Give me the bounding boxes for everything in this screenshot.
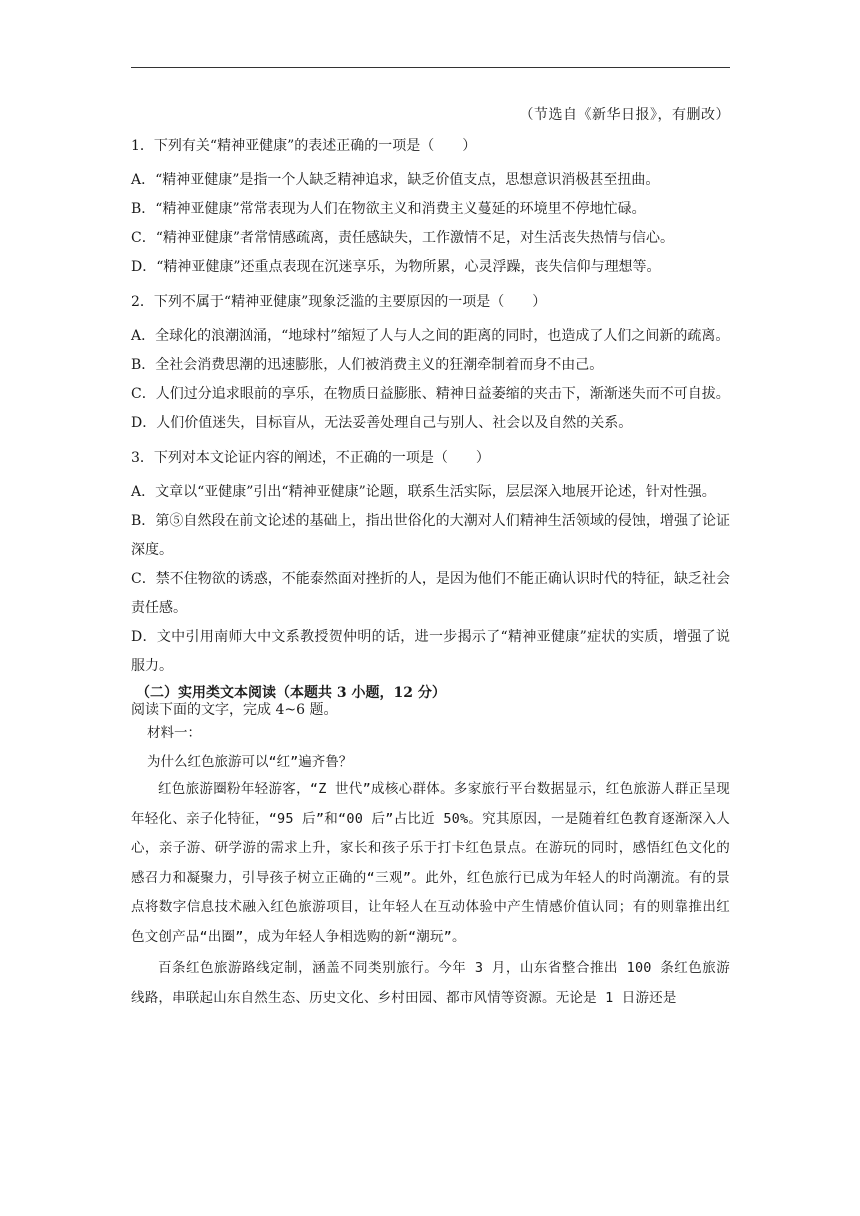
option-b: B．第⑤自然段在前文论述的基础上，指出世俗化的大潮对人们精神生活领域的侵蚀，增强了论证深度。 [131,513,730,558]
option-d: D．文中引用南师大中文系教授贺仲明的话，进一步揭示了“精神亚健康”症状的实质，增强了说服力。 [131,629,730,674]
option-d: D．人们价值迷失，目标盲从，无法妥善处理自己与别人、社会以及自然的关系。 [131,415,633,431]
option-a: A．文章以“亚健康”引出“精神亚健康”论题，联系生活实际，层层深入地展开论述，针对性强。 [131,484,716,500]
option-b: B．全社会消费思潮的迅速膨胀，人们被消费主义的狂潮牵制着而身不由己。 [131,357,604,373]
header-rule [131,67,730,68]
question-1 [131,136,730,282]
option-c: C．“精神亚健康”者常情感疏离，责任感缺失，工作激情不足，对生活丧失热情与信心。 [131,230,675,246]
question-3 [131,448,730,681]
option-c: C．人们过分追求眼前的享乐，在物质日益膨胀、精神日益萎缩的夹击下，渐渐迷失而不可自拔。 [131,386,730,402]
source-note: （节选自《新华日报》，有删改） [519,107,730,123]
option-a: A．“精神亚健康”是指一个人缺乏精神追求，缺乏价值支点，思想意识消极甚至扭曲。 [131,172,660,188]
article-paragraph: 红色旅游圈粉年轻游客，“Z 世代”成核心群体。多家旅行平台数据显示，红色旅游人群正呈现年轻化、亲子化特征，“95 后”和“00 后”占比近 50%。究其原因，一是随着红色教育逐渐深入人心，亲子游、研学游的需求上升，家长和孩子乐于打卡红色景点。在游玩的同时，感悟红色文化的感召力和凝聚力，引导孩子树立正确的“三观”。此外，红色旅行已成为年轻人的时尚潮流。有的景点将数字信息技术融入红色旅游项目，让年轻人在互动体验中产生情感价值认同；有的则靠推出红色文创产品“出圈”，成为年轻人争相选购的新“潮玩”。 [131,781,730,945]
article-paragraph: 百条红色旅游路线定制，涵盖不同类别旅行。今年 3 月，山东省整合推出 100 条红色旅游线路，串联起山东自然生态、历史文化、乡村田园、都市风情等资源。无论是 1 日游还是 [131,960,730,1006]
option-a: A．全球化的浪潮汹涌，“地球村”缩短了人与人之间的距离的同时，也造成了人们之间新的疏离。 [131,328,730,344]
material-label: 材料一： [147,725,201,741]
question-stem: 2．下列不属于“精神亚健康”现象泛滥的主要原因的一项是（ ） [131,294,547,310]
section-intro: 阅读下面的文字，完成 4~6 题。 [131,702,338,718]
page-content [131,136,730,1013]
section-title: （二）实用类文本阅读（本题共 3 小题，12 分） [136,685,446,701]
option-d: D．“精神亚健康”还重点表现在沉迷享乐，为物所累，心灵浮躁，丧失信仰与理想等。 [131,259,661,275]
option-b: B．“精神亚健康”常常表现为人们在物欲主义和消费主义蔓延的环境里不停地忙碌。 [131,201,646,217]
option-c: C．禁不住物欲的诱惑，不能泰然面对挫折的人，是因为他们不能正确认识时代的特征，缺乏社会责任感。 [131,571,730,616]
question-2 [131,292,730,438]
question-stem: 3．下列对本文论证内容的阐述，不正确的一项是（ ） [131,450,490,466]
article-title: 为什么红色旅游可以“红”遍齐鲁？ [147,754,353,770]
question-stem: 1．下列有关“精神亚健康”的表述正确的一项是（ ） [131,138,477,154]
